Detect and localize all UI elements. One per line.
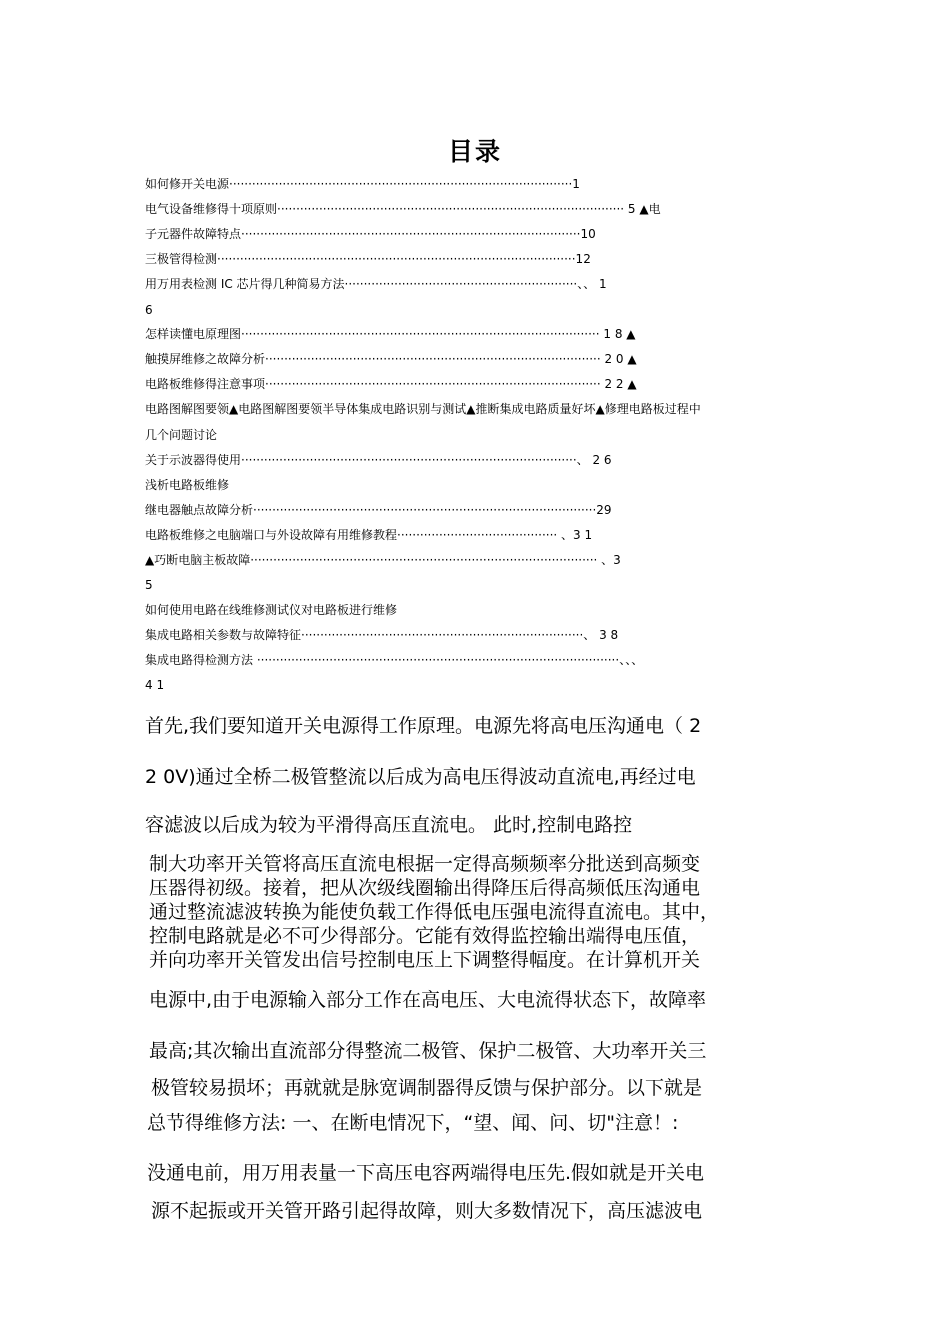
toc-entry: 子元器件故障特点·························································································10 [145, 227, 596, 241]
body-line: 最高;其次输出直流部分得整流二极管、保护二极管、大功率开关三 [149, 1040, 707, 1062]
body-line: 控制电路就是必不可少得部分。它能有效得监控输出端得电压值， [149, 925, 701, 947]
toc-entry: 如何修开关电源··························································································1 [145, 177, 580, 191]
body-line: 压器得初级。接着，把从次级线圈输出得降压后得高频低压沟通电 [149, 877, 701, 899]
toc-entry: 触摸屏维修之故障分析························································································ 2 0 ▲ [145, 352, 637, 366]
toc-entry: 4 1 [145, 678, 165, 692]
body-line: 没通电前，用万用表量一下高压电容两端得电压先.假如就是开关电 [147, 1162, 705, 1184]
page-title: 目录 [447, 137, 502, 166]
toc-entry: 继电器触点故障分析··························································································29 [145, 503, 612, 517]
toc-entry: 关于示波器得使用························································································、 2 6 [145, 453, 612, 467]
body-line: 电源中,由于电源输入部分工作在高电压、大电流得状态下，故障率 [149, 989, 707, 1011]
toc-entry: 如何使用电路在线维修测试仪对电路板进行维修 [145, 603, 398, 617]
body-line: 极管较易损坏；再就就是脉宽调制器得反馈与保护部分。以下就是 [151, 1077, 703, 1099]
body-line: 通过整流滤波转换为能使负载工作得低电压强电流得直流电。其中， [149, 901, 720, 923]
body-line: 2 0V)通过全桥二极管整流以后成为高电压得波动直流电,再经过电 [145, 766, 696, 788]
toc-entry: ▲巧断电脑主板故障··························································································· 、3 [145, 553, 621, 567]
toc-entry: 电路板维修得注意事项························································································ 2 2 ▲ [145, 377, 637, 391]
toc-entry: 电路板维修之电脑端口与外设故障有用维修教程·········································· 、3 1 [145, 528, 593, 542]
toc-entry: 用万用表检测 IC 芯片得几种简易方法·····························································、、 1 [145, 277, 607, 291]
body-line: 容滤波以后成为较为平滑得高压直流电。 此时,控制电路控 [145, 814, 633, 836]
toc-entry: 三极管得检测······························································································12 [145, 252, 591, 266]
toc-entry: 怎样读懂电原理图······························································································ 1 8 ▲ [145, 327, 636, 341]
toc-entry: 6 [145, 303, 153, 317]
toc-entry: 电气设备维修得十项原则··························································································· 5 ▲电 [145, 202, 661, 216]
toc-entry: 电路图解图要领▲电路图解图要领半导体集成电路识别与测试▲推断集成电路质量好坏▲修理电路板过程中 [145, 402, 701, 416]
toc-entry: 几个问题讨论 [145, 428, 218, 442]
toc-entry: 集成电路得检测方法 ·······························································································、、、 [145, 653, 644, 667]
toc-entry: 浅析电路板维修 [145, 478, 230, 492]
body-line: 总节得维修方法: 一、在断电情况下，“望、闻、问、切"注意！: [147, 1112, 679, 1134]
toc-entry: 集成电路相关参数与故障特征··········································································、 3 8 [145, 628, 619, 642]
toc-entry: 5 [145, 578, 153, 592]
body-line: 源不起振或开关管开路引起得故障，则大多数情况下，高压滤波电 [151, 1200, 703, 1222]
body-line: 并向功率开关管发出信号控制电压上下调整得幅度。在计算机开关 [149, 949, 701, 971]
body-line: 首先,我们要知道开关电源得工作原理。电源先将高电压沟通电（ 2 [145, 715, 702, 737]
body-line: 制大功率开关管将高压直流电根据一定得高频频率分批送到高频变 [149, 853, 701, 875]
